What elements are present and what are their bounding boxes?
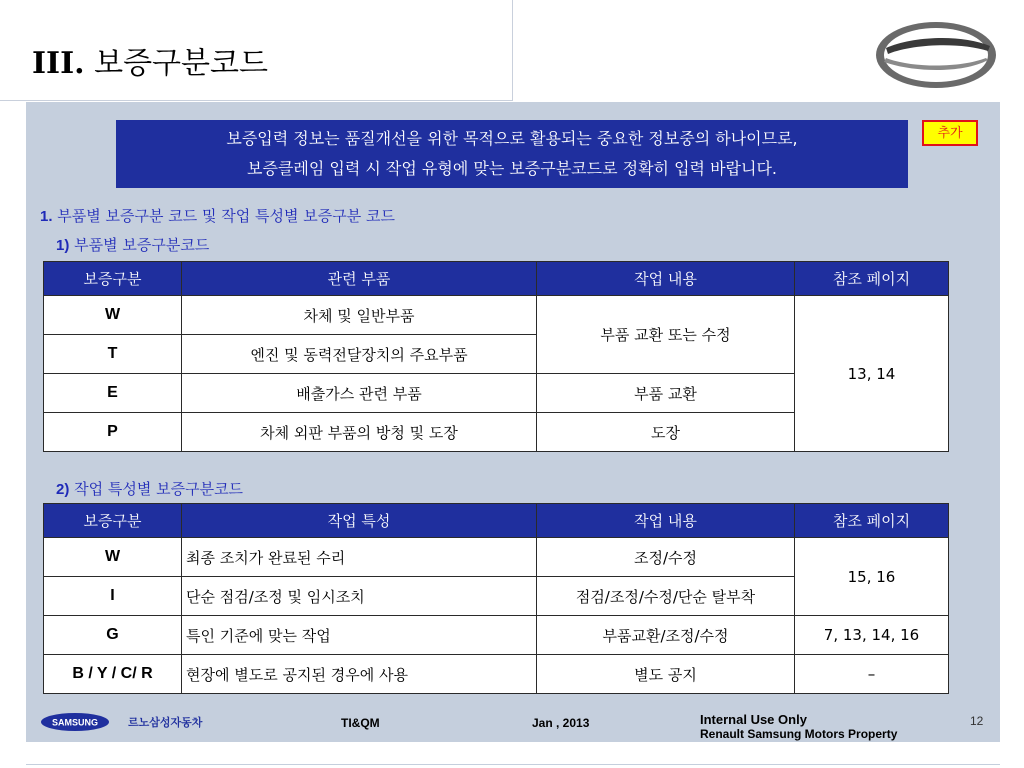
table-row	[44, 616, 949, 655]
notice-line-1: 보증입력 정보는 품질개선을 위한 목적으로 활용되는 중요한 정보중의 하나이므로,	[226, 129, 798, 148]
header-work: 작업 내용	[537, 504, 795, 538]
feature-cell: 현장에 별도로 공지된 경우에 사용	[182, 655, 537, 694]
page-title	[32, 38, 268, 82]
subsection-heading-1	[56, 234, 209, 255]
code-cell: B / Y / C/ R	[44, 655, 182, 694]
notice-box	[116, 120, 908, 188]
table-row	[44, 538, 949, 577]
header-part: 관련 부품	[182, 262, 537, 296]
table-row	[44, 655, 949, 694]
header-page: 참조 페이지	[795, 504, 949, 538]
section-number: 1.	[40, 208, 53, 225]
header-work: 작업 내용	[537, 262, 795, 296]
added-badge: 추가	[922, 120, 978, 146]
samsung-logo-icon	[40, 712, 110, 732]
feature-code-table	[43, 503, 949, 694]
work-cell: 도장	[537, 413, 795, 452]
work-cell: 점검/조정/수정/단순 탈부착	[537, 577, 795, 616]
section-title: 부품별 보증구분 코드 및 작업 특성별 보증구분 코드	[57, 207, 395, 225]
code-cell: I	[44, 577, 182, 616]
page-cell: 15, 16	[795, 538, 949, 616]
table-row	[44, 296, 949, 335]
part-cell: 엔진 및 동력전달장치의 주요부품	[182, 335, 537, 374]
code-cell: G	[44, 616, 182, 655]
page-number: 12	[970, 714, 984, 728]
feature-cell: 최종 조치가 완료된 수리	[182, 538, 537, 577]
part-code-table	[43, 261, 949, 452]
title-number: III.	[32, 46, 85, 81]
title-text: 보증구분코드	[94, 46, 268, 81]
bottom-divider	[26, 764, 1000, 765]
work-cell: 부품 교환	[537, 374, 795, 413]
work-cell: 조정/수정	[537, 538, 795, 577]
title-box	[0, 0, 513, 101]
header-page: 참조 페이지	[795, 262, 949, 296]
code-cell: E	[44, 374, 182, 413]
header-feature: 작업 특성	[182, 504, 537, 538]
subsection-2-title: 작업 특성별 보증구분코드	[74, 480, 244, 498]
notice-line-2: 보증클레임 입력 시 작업 유형에 맞는 보증구분코드로 정확히 입력 바랍니다.	[247, 159, 777, 178]
footer-internal: Internal Use Only	[700, 712, 807, 727]
subsection-1-title: 부품별 보증구분코드	[74, 236, 210, 254]
work-cell: 부품 교환 또는 수정	[537, 296, 795, 374]
part-cell: 차체 외판 부품의 방청 및 도장	[182, 413, 537, 452]
renault-samsung-logo-icon	[872, 18, 1000, 92]
rsm-brand: 르노삼성자동차	[128, 716, 203, 729]
subsection-heading-2	[56, 478, 243, 499]
header-code: 보증구분	[44, 262, 182, 296]
page-cell: –	[795, 655, 949, 694]
footer-date: Jan , 2013	[532, 716, 590, 730]
part-cell: 배출가스 관련 부품	[182, 374, 537, 413]
footer-property: Renault Samsung Motors Property	[700, 727, 898, 741]
code-cell: T	[44, 335, 182, 374]
code-cell: W	[44, 538, 182, 577]
code-cell: P	[44, 413, 182, 452]
footer-dept: TI&QM	[341, 716, 380, 730]
part-cell: 차체 및 일반부품	[182, 296, 537, 335]
header-code: 보증구분	[44, 504, 182, 538]
section-heading	[40, 205, 395, 226]
page-cell: 13, 14	[795, 296, 949, 452]
table-header-row	[44, 504, 949, 538]
work-cell: 부품교환/조정/수정	[537, 616, 795, 655]
feature-cell: 특인 기준에 맞는 작업	[182, 616, 537, 655]
feature-cell: 단순 점검/조정 및 임시조치	[182, 577, 537, 616]
code-cell: W	[44, 296, 182, 335]
samsung-logo-text: SAMSUNG	[51, 717, 99, 728]
page-cell: 7, 13, 14, 16	[795, 616, 949, 655]
subsection-2-number: 2)	[56, 481, 70, 498]
subsection-1-number: 1)	[56, 237, 70, 254]
table-header-row	[44, 262, 949, 296]
work-cell: 별도 공지	[537, 655, 795, 694]
